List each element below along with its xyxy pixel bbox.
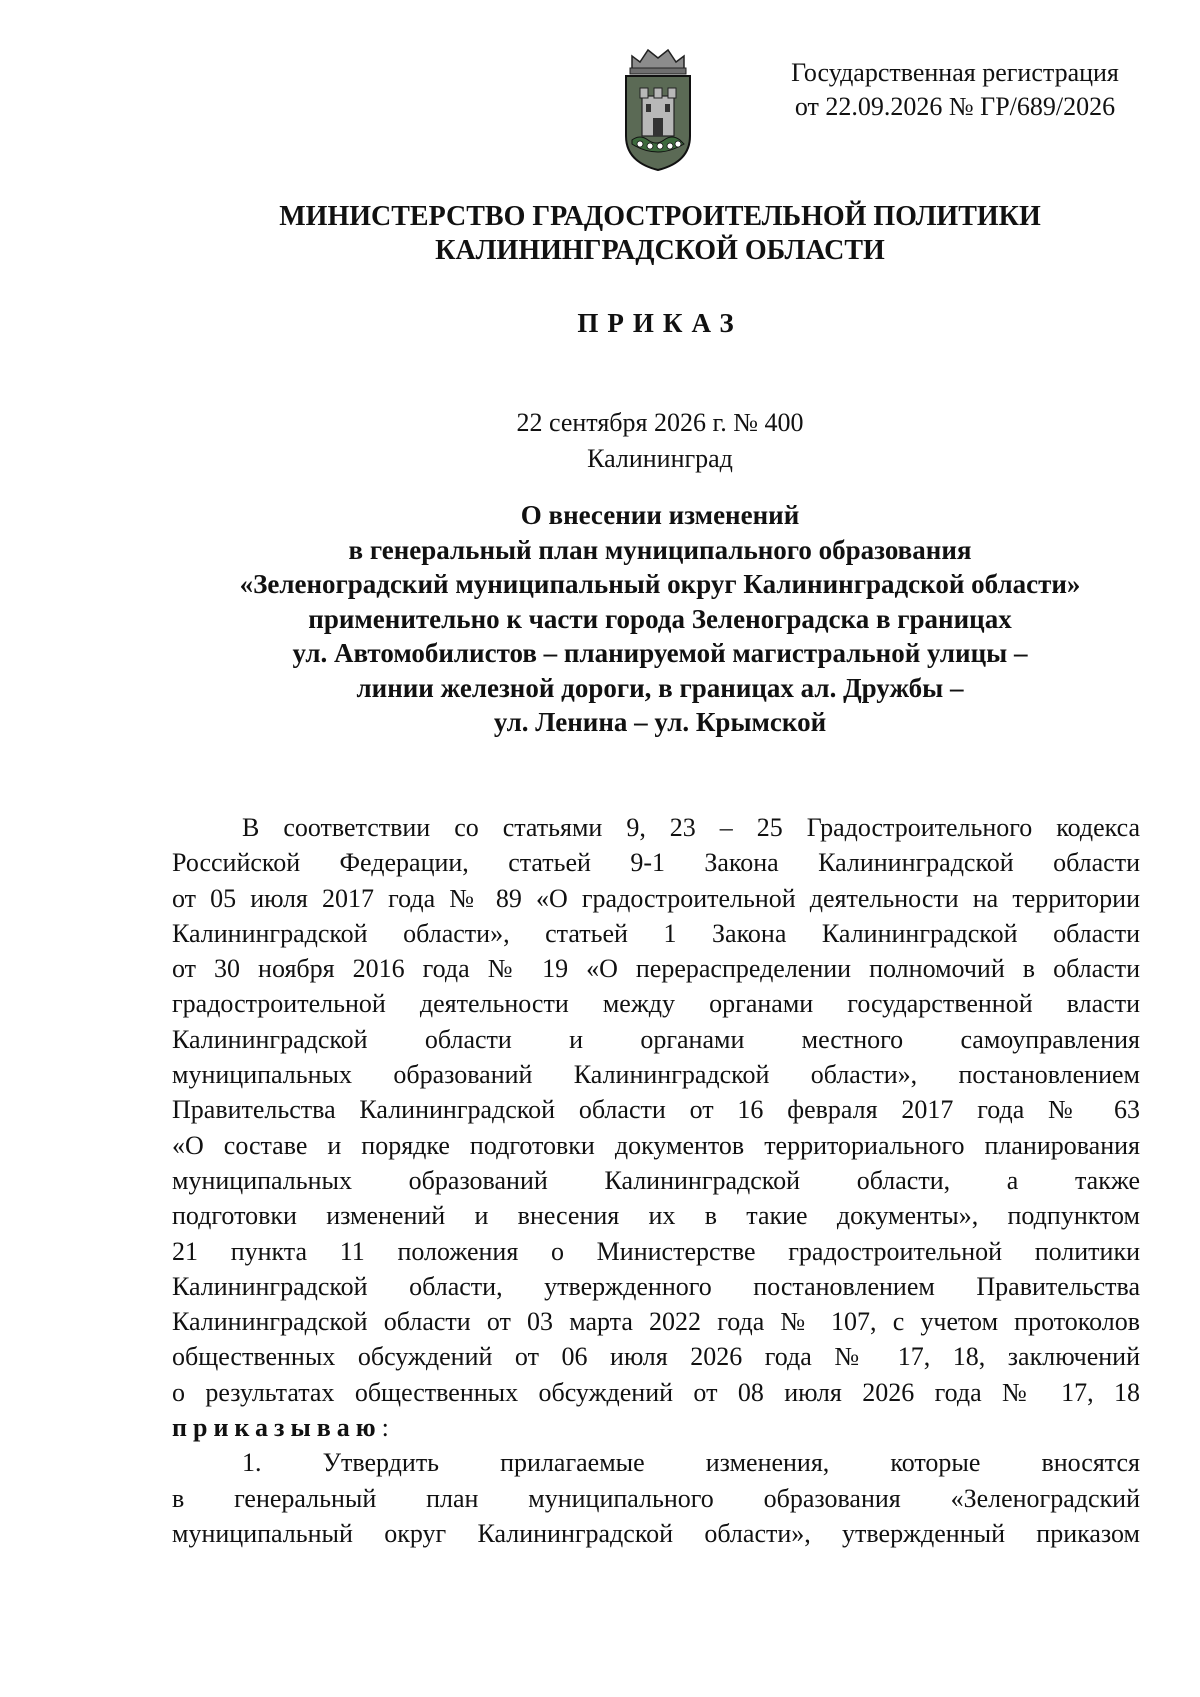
registration-number: от 22.09.2026 № ГР/689/2026 bbox=[794, 92, 1116, 121]
directive-word: приказываю bbox=[172, 1413, 382, 1443]
body-line: Калининградской области и органами местного самоуправления bbox=[172, 1024, 1140, 1054]
directive-colon: : bbox=[381, 1413, 389, 1443]
state-registration bbox=[745, 56, 1165, 124]
order-meta bbox=[0, 405, 1200, 477]
ministry-heading bbox=[0, 200, 1200, 268]
subject-line: применительно к части города Зеленоградска в границах bbox=[308, 603, 1012, 634]
order-date-number: 22 сентября 2026 г. № 400 bbox=[516, 408, 804, 437]
order-city: Калининград bbox=[587, 444, 733, 473]
kaliningrad-coat-of-arms-icon bbox=[618, 44, 698, 174]
body-line: Калининградской области от 03 марта 2022 года № 107, с учетом протоколов bbox=[172, 1307, 1140, 1337]
ministry-line-2: КАЛИНИНГРАДСКОЙ ОБЛАСТИ bbox=[435, 235, 885, 266]
body-line: общественных обсуждений от 06 июля 2026 года № 17, 18, заключений bbox=[172, 1342, 1140, 1372]
body-line: о результатах общественных обсуждений от 08 июля 2026 года № 17, 18 bbox=[172, 1377, 1140, 1407]
subject-line: в генеральный план муниципального образования bbox=[348, 534, 972, 565]
body-line: подготовки изменений и внесения их в такие документы», подпунктом bbox=[172, 1201, 1140, 1231]
order-title: ПРИКАЗ bbox=[577, 308, 743, 338]
body-line: от 30 ноября 2016 года № 19 «О перераспределении полномочий в области bbox=[172, 954, 1140, 984]
body-line: от 05 июля 2017 года № 89 «О градостроительной деятельности на территории bbox=[172, 883, 1140, 913]
subject-line: ул. Автомобилистов – планируемой магистральной улицы – bbox=[292, 638, 1028, 668]
item-line: в генеральный план муниципального образования «Зеленоградский bbox=[172, 1483, 1140, 1513]
item-line: 1. Утвердить прилагаемые изменения, которые вносятся bbox=[242, 1448, 1140, 1478]
body-line: муниципальных образований Калининградской области, а также bbox=[172, 1165, 1140, 1195]
subject-line: О внесении изменений bbox=[520, 500, 800, 530]
body-line: Правительства Калининградской области от 16 февраля 2017 года № 63 bbox=[172, 1095, 1140, 1125]
order-body bbox=[172, 810, 1140, 1551]
directive-line bbox=[172, 1410, 1140, 1445]
subject-line: ул. Ленина – ул. Крымской bbox=[493, 707, 827, 737]
body-line: Калининградской области, утвержденного постановлением Правительства bbox=[172, 1271, 1140, 1301]
body-line: Калининградской области», статьей 1 Закона Калининградской области bbox=[172, 918, 1140, 948]
order-subject bbox=[0, 498, 1200, 740]
body-line: Российской Федерации, статьей 9-1 Закона Калининградской области bbox=[172, 848, 1140, 878]
body-line: градостроительной деятельности между органами государственной власти bbox=[172, 989, 1140, 1019]
ministry-line-1: МИНИСТЕРСТВО ГРАДОСТРОИТЕЛЬНОЙ ПОЛИТИКИ bbox=[279, 201, 1041, 232]
body-line: В соответствии со статьями 9, 23 – 25 Градостроительного кодекса bbox=[242, 813, 1140, 842]
body-line: «О составе и порядке подготовки документов территориального планирования bbox=[172, 1130, 1140, 1160]
item-line: муниципальный округ Калининградской области», утвержденный приказом bbox=[172, 1518, 1140, 1548]
subject-line: «Зеленоградский муниципальный округ Калининградской области» bbox=[239, 569, 1081, 599]
body-line: муниципальных образований Калининградской области», постановлением bbox=[172, 1060, 1140, 1090]
subject-line: линии железной дороги, в границах ал. Дружбы – bbox=[356, 672, 964, 703]
registration-label: Государственная регистрация bbox=[791, 58, 1119, 87]
body-line: 21 пункта 11 положения о Министерстве градостроительной политики bbox=[172, 1236, 1140, 1266]
